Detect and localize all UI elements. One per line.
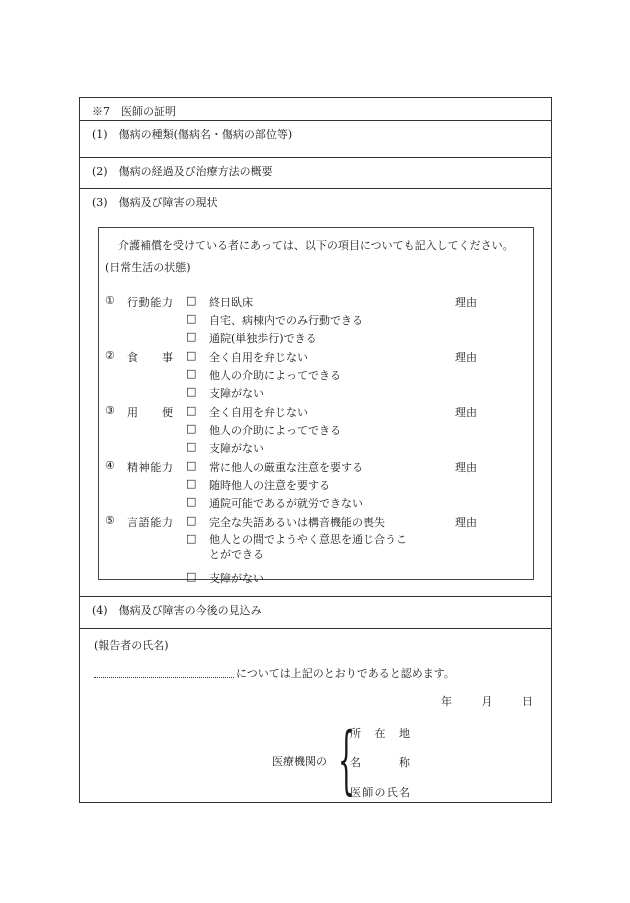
ability-option[interactable] [99,570,533,588]
ability-label: 食事 [127,351,173,364]
checkbox-icon[interactable]: □ [186,367,197,380]
ability-option[interactable] [99,404,533,422]
doctor-name-label: 医師の氏名 [350,786,410,799]
reporter-section [80,629,551,802]
checkbox-icon[interactable]: □ [186,294,197,307]
ability-option[interactable] [99,532,533,566]
checkbox-icon[interactable]: □ [186,570,197,583]
current-condition-label: (3) 傷病及び障害の現状 [92,196,218,209]
ability-number: ⑤ [105,514,115,527]
date-field[interactable] [441,693,533,709]
institution-address-label: 所在地 [350,727,410,740]
option-text: 支障がない [209,387,264,400]
daily-life-box [98,227,534,585]
ability-option[interactable] [99,514,533,532]
ability-number: ① [105,294,115,307]
doctor-certificate-form [79,97,552,803]
option-text: 終日臥床 [209,296,253,309]
ability-option[interactable] [99,477,533,495]
ability-option[interactable] [99,312,533,330]
option-text: 通院(単独歩行)できる [209,332,317,345]
injury-type-label: (1) 傷病の種類(傷病名・傷病の部位等) [92,128,293,141]
institution-label: 医療機関の [272,755,327,768]
ability-option[interactable] [99,385,533,403]
reporter-name-label: (報告者の氏名) [94,639,169,652]
option-text: 他人との間でようやく意思を通じ合うことができる [209,533,407,561]
institution-brace: { [338,717,355,803]
ability-option[interactable] [99,294,533,312]
checkbox-icon[interactable]: □ [186,495,197,508]
ability-label: 言語能力 [127,516,173,529]
ability-option[interactable] [99,422,533,440]
option-text: 全く自用を弁じない [209,406,308,419]
date-month-label: 月 [481,695,493,708]
date-day-label: 日 [522,695,533,708]
checkbox-icon[interactable]: □ [186,349,197,362]
option-text: 随時他人の注意を要する [209,479,330,492]
ability-option[interactable] [99,459,533,477]
ability-label: 精神能力 [127,461,173,474]
reason-label: 理由 [455,461,477,474]
ability-option[interactable] [99,349,533,367]
checkbox-icon[interactable]: □ [186,477,197,490]
checkbox-icon[interactable]: □ [186,385,197,398]
option-text: 支障がない [209,572,264,585]
checkbox-icon[interactable]: □ [186,404,197,417]
certify-text: については上記のとおりであると認めます。 [236,667,455,680]
checkbox-icon[interactable]: □ [186,330,197,343]
prognosis-row[interactable] [80,597,551,629]
checkbox-icon[interactable]: □ [186,459,197,472]
checkbox-icon[interactable]: □ [186,422,197,435]
section-title-row [80,98,551,121]
daily-life-intro: 介護補償を受けている者にあっては、以下の項目についても記入してください。 [118,239,514,252]
treatment-summary-label: (2) 傷病の経過及び治療方法の概要 [92,165,273,178]
reason-label: 理由 [455,351,477,364]
ability-option[interactable] [99,367,533,385]
date-year-label: 年 [441,695,452,708]
option-text: 支障がない [209,442,264,455]
reporter-name-line[interactable] [94,677,234,678]
prognosis-label: (4) 傷病及び障害の今後の見込み [92,604,262,617]
checkbox-icon[interactable]: □ [186,440,197,453]
ability-number: ④ [105,459,115,472]
ability-option[interactable] [99,440,533,458]
section-title: ※7 医師の証明 [92,105,176,118]
ability-number: ③ [105,404,115,417]
reason-label: 理由 [455,296,477,309]
injury-type-row[interactable] [80,121,551,158]
reason-label: 理由 [455,516,477,529]
checkbox-icon[interactable]: □ [186,532,197,545]
option-text: 常に他人の厳重な注意を要する [209,461,363,474]
option-text: 他人の介助によってできる [209,424,341,437]
reason-label: 理由 [455,406,477,419]
ability-option[interactable] [99,330,533,348]
checkbox-icon[interactable]: □ [186,312,197,325]
option-text: 他人の介助によってできる [209,369,341,382]
option-text: 通院可能であるが就労できない [209,497,363,510]
checkbox-icon[interactable]: □ [186,514,197,527]
ability-label: 行動能力 [127,296,173,309]
ability-label: 用便 [127,406,173,419]
treatment-summary-row[interactable] [80,158,551,189]
option-text: 全く自用を弁じない [209,351,308,364]
institution-name-label: 名称 [350,756,410,769]
ability-option[interactable] [99,495,533,513]
option-text: 完全な失語あるいは構音機能の喪失 [209,516,385,529]
daily-life-subtitle: (日常生活の状態) [105,261,191,274]
ability-number: ② [105,349,115,362]
option-text: 自宅、病棟内でのみ行動できる [209,314,363,327]
